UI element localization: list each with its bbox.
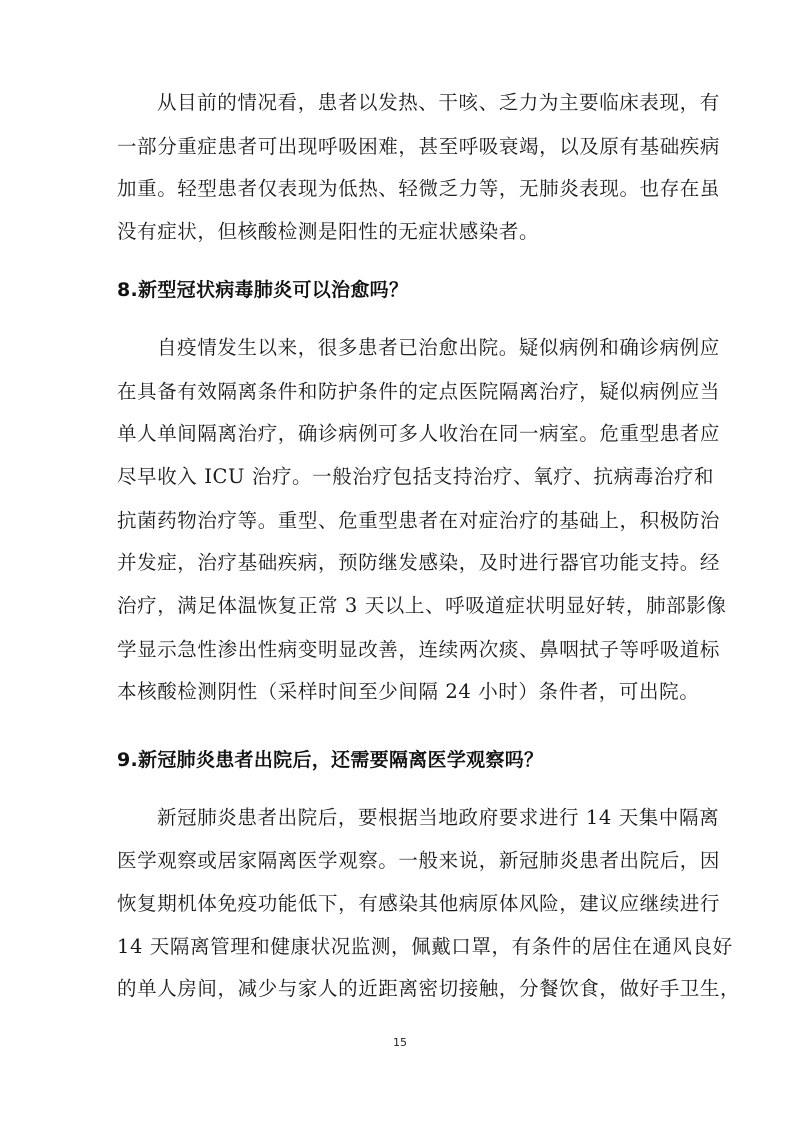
- text-line: 学显示急性渗出性病变明显改善，连续两次痰、鼻咽拭子等呼吸道标: [117, 638, 721, 661]
- text-line: 的单人房间，减少与家人的近距离密切接触，分餐饮食，做好手卫生，: [117, 977, 741, 1000]
- text-line: 自疫情发生以来，很多患者已治愈出院。疑似病例和确诊病例应: [157, 336, 720, 359]
- text-line: 一部分重症患者可出现呼吸困难，甚至呼吸衰竭，以及原有基础疾病: [117, 135, 721, 158]
- text-line: 治疗，满足体温恢复正常 3 天以上、呼吸道症状明显好转，肺部影像: [117, 594, 727, 617]
- text-line: 恢复期机体免疫功能低下，有感染其他病原体风险，建议应继续进行: [117, 892, 721, 915]
- text-line: 新冠肺炎患者出院后，要根据当地政府要求进行 14 天集中隔离: [157, 806, 720, 829]
- text-line: 本核酸检测阴性（采样时间至少间隔 24 小时）条件者，可出院。: [117, 680, 700, 703]
- page-number: 15: [393, 1036, 407, 1049]
- text-line: 单人单间隔离治疗，确诊病例可多人收治在同一病室。危重型患者应: [117, 422, 721, 445]
- text-line: 14 天隔离管理和健康状况监测，佩戴口罩，有条件的居住在通风良好: [117, 935, 733, 958]
- text-line: 没有症状，但核酸检测是阳性的无症状感染者。: [117, 220, 540, 243]
- text-line: 从目前的情况看，患者以发热、干咳、乏力为主要临床表现，有: [157, 91, 720, 114]
- section-heading-9: 9.新冠肺炎患者出院后，还需要隔离医学观察吗？: [117, 749, 544, 771]
- text-line: 加重。轻型患者仅表现为低热、轻微乏力等，无肺炎表现。也存在虽: [117, 177, 721, 200]
- text-line: 医学观察或居家隔离医学观察。一般来说，新冠肺炎患者出院后，因: [117, 849, 721, 872]
- text-line: 尽早收入 ICU 治疗。一般治疗包括支持治疗、氧疗、抗病毒治疗和: [117, 465, 715, 488]
- text-line: 并发症，治疗基础疾病，预防继发感染，及时进行器官功能支持。经: [117, 551, 721, 574]
- text-line: 在具备有效隔离条件和防护条件的定点医院隔离治疗，疑似病例应当: [117, 380, 721, 403]
- section-heading-8: 8.新型冠状病毒肺炎可以治愈吗？: [117, 279, 409, 301]
- text-line: 抗菌药物治疗等。重型、危重型患者在对症治疗的基础上，积极防治: [117, 509, 721, 532]
